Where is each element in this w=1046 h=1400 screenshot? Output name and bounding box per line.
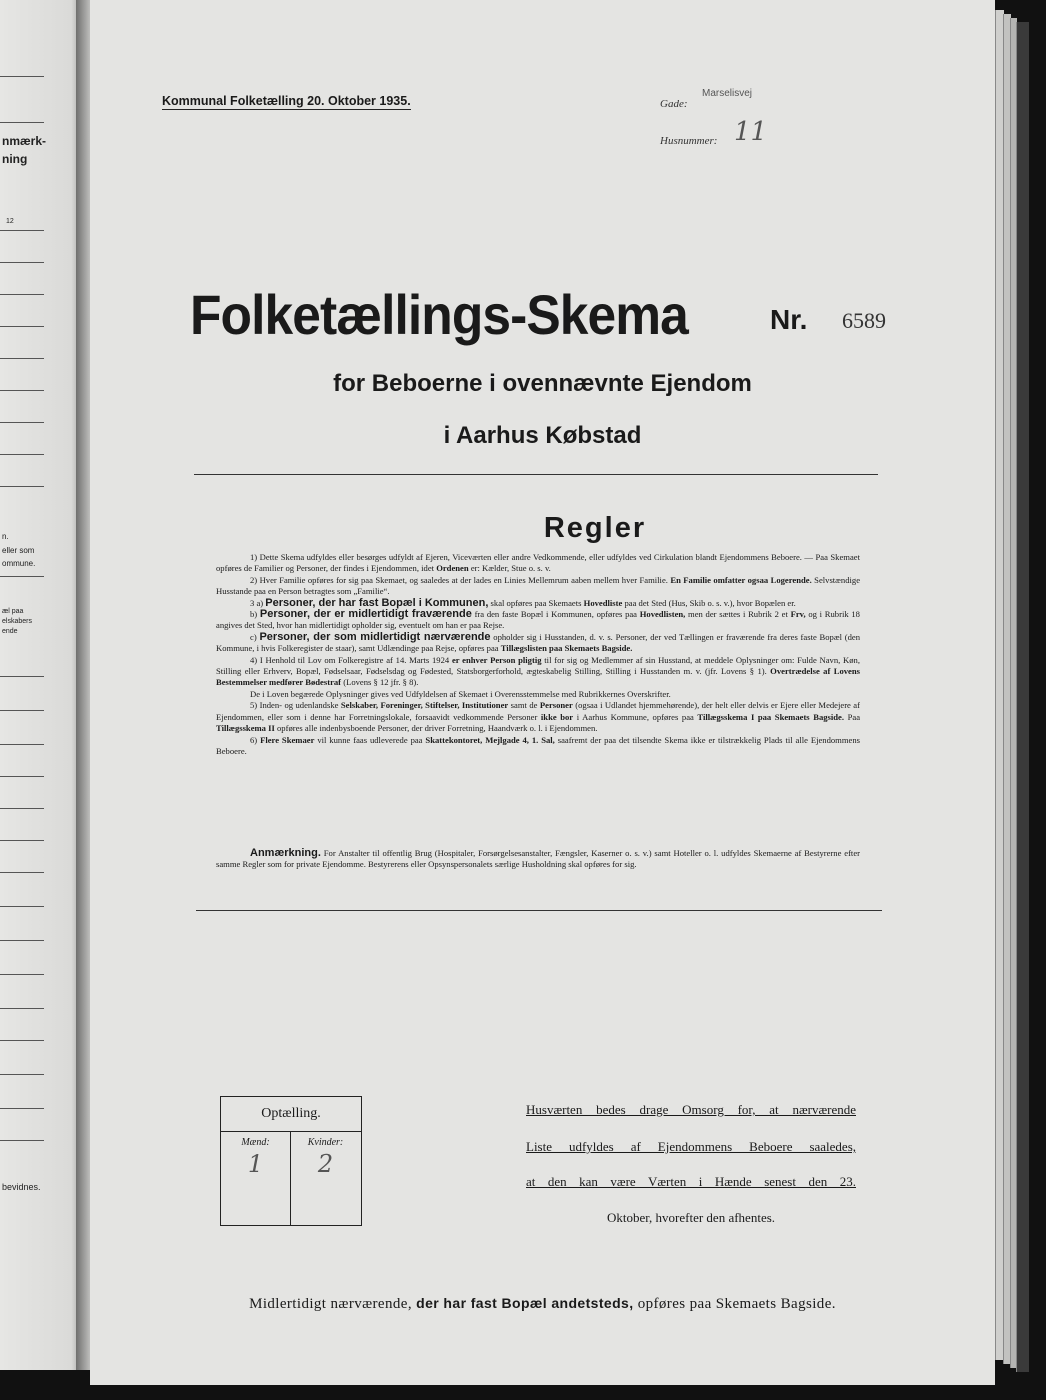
men-label: Mænd: bbox=[241, 1137, 270, 1148]
form-number-value: 6589 bbox=[842, 308, 886, 333]
annotation-note bbox=[216, 848, 860, 871]
footer-note: Midlertidigt nærværende, der har fast Bopæl andetsteds, opføres paa Skemaets Bagside. bbox=[249, 1295, 836, 1312]
house-number-label: Husnummer: bbox=[660, 135, 718, 147]
divider bbox=[196, 910, 882, 911]
rule-3b: b) Personer, der er midlertidigt fraværende fra den faste Bopæl i Kommunen, opføres paa Hovedlisten, men der sættes i Rubrik 2 et Frv, og i Rubrik 18 angives det Sted, hvor han midlertidigt opholder sig, eventuelt om han er paa Rejse. bbox=[216, 608, 860, 631]
rule-5: 5) Inden- og udenlandske Selskaber, Foreninger, Stiftelser, Institutioner samt de Personer (ogsaa i Udlandet hjemmehørende), der helt eller delvis er Ejere eller Medejere af Ejendommen, eller som i denne har Forretningslokale, forsaavidt vedkommende Personer ikke bor i Aarhus Kommune, opføres paa Tillægsskema I paa Skemaets Bagside. Paa Tillægsskema II opføres alle indenbysboende Personer, der driver Forretning, Haandværk o. l. i Ejendommen. bbox=[216, 700, 861, 734]
street-field bbox=[660, 88, 753, 112]
left-page-heading-1: nmærk- bbox=[2, 134, 47, 148]
landlord-note-line-1: Husværten bedes drage Omsorg for, at nærværende bbox=[526, 1102, 856, 1117]
rules-text bbox=[216, 552, 860, 757]
left-facing-page bbox=[0, 0, 84, 1370]
house-number-value: 11 bbox=[734, 117, 768, 147]
form-subtitle-1: for Beboerne i ovennævnte Ejendom bbox=[333, 370, 752, 397]
left-page-fragment: elskabers bbox=[2, 618, 32, 625]
landlord-note-line-2: Liste udfyldes af Ejendommens Beboere saaledes, bbox=[526, 1139, 856, 1154]
women-count-value: 2 bbox=[317, 1150, 334, 1178]
left-page-heading-2: ning bbox=[2, 152, 28, 166]
rule-3c: c) Personer, der som midlertidigt nærværende opholder sig i Husstanden, d. v. s. Personer, der ved Tællingen er fraværende fra deres faste Bopæl (den Kommune, i hvis Folkeregister de staar), samt Udlændinge paa Rejse, opføres paa Tillægslisten paa Skemaets Bagside. bbox=[216, 630, 860, 654]
street-label: Gade: bbox=[660, 98, 688, 110]
left-page-col-number: 12 bbox=[6, 218, 14, 225]
form-number-label: Nr. bbox=[770, 304, 808, 335]
census-form-page bbox=[90, 0, 995, 1385]
men-count-value: 1 bbox=[247, 1150, 264, 1178]
census-header-line: Kommunal Folketælling 20. Oktober 1935. bbox=[162, 94, 411, 108]
street-value-stamp: Marselisvej bbox=[702, 88, 753, 99]
rule-1: 1) Dette Skema udfyldes eller besørges udfyldt af Ejeren, Viceværten eller andre Vedkommende, eller udfyldes ved Cirkulation blandt Ejendommens Beboere. — Paa Skemaet opføres de Familier og Personer, der findes i Ejendommen, idet Ordenen er: Kælder, Stue o. s. v. bbox=[216, 552, 860, 574]
divider bbox=[194, 474, 878, 475]
landlord-note-line-4: Oktober, hvorefter den afhentes. bbox=[606, 1210, 776, 1225]
rules-heading: Regler bbox=[543, 512, 647, 544]
count-box-title: Optælling. bbox=[221, 1097, 361, 1132]
annotation-label: Anmærkning. bbox=[250, 847, 321, 859]
women-count-cell bbox=[291, 1131, 360, 1225]
left-page-fragment: æl paa bbox=[2, 608, 24, 615]
left-page-fragment: ommune. bbox=[2, 559, 36, 568]
count-box bbox=[220, 1096, 362, 1226]
landlord-note-line-3: at den kan være Værten i Hænde senest den 23. bbox=[526, 1174, 856, 1189]
form-subtitle-2: i Aarhus Købstad bbox=[443, 422, 642, 449]
rule-3a: 3 a) Personer, der har fast Bopæl i Kommunen, skal opføres paa Skemaets Hovedliste paa det Sted (Hus, Skib o. s. v.), hvor Bopælen er. bbox=[250, 596, 796, 609]
left-page-fragment: ende bbox=[2, 628, 18, 635]
rule-4: 4) I Henhold til Lov om Folkeregistre af 14. Marts 1924 er enhver Person pligtig til for sig og Medlemmer af sin Husstand, at meddele Oplysninger om: Fulde Navn, Køn, Stilling eller Erhverv, Bopæl, Fødselsaar, Fødselsdag og Fødested, Statsborgerforhold, ægteskabelig Stilling, Stilling i Husstanden m. v. (jfr. Lovens § 1). Overtrædelse af Lovens Bestemmelser medfører Bødestraf (Lovens § 12 jfr. § 8). bbox=[216, 654, 860, 688]
form-title: Folketællings-Skema bbox=[190, 283, 688, 346]
house-number-field bbox=[660, 117, 768, 149]
page-edge bbox=[1016, 22, 1029, 1372]
left-page-fragment: bevidnes. bbox=[2, 1182, 41, 1192]
rule-4-cont: De i Loven begærede Oplysninger gives ved Udfyldelsen af Skemaet i Overensstemmelse med Rubrikkernes Overskrifter. bbox=[250, 688, 671, 699]
men-count-cell bbox=[221, 1131, 291, 1225]
women-label: Kvinder: bbox=[307, 1137, 344, 1148]
rule-6: 6) Flere Skemaer vil kunne faas udleverede paa Skattekontoret, Mejlgade 4, 1. Sal, saafremt der paa det tilsendte Skema ikke er tilstrækkelig Plads til alle Ejendommens Beboere. bbox=[216, 734, 861, 756]
left-page-fragment: n. bbox=[2, 532, 9, 541]
rule-2: 2) Hver Familie opføres for sig paa Skemaet, og saaledes at der lades en Linies Mellemrum aaben mellem hver Familie. En Familie omfatter ogsaa Logerende. Selvstændige Husstande paa en Person betragtes som „Familie“. bbox=[216, 574, 861, 597]
annotation-text: For Anstalter til offentlig Brug (Hospitaler, Forsørgelsesanstalter, Fængsler, Kaserner o. s. v.) samt Hoteller o. l. udfyldes Skemaerne af Bestyrerne efter samme Regler som for private Ejendomme. Bestyrerens eller Opsynspersonalets særlige Husholdning skal opføres for sig. bbox=[216, 848, 860, 870]
left-page-fragment: eller som bbox=[2, 546, 35, 555]
